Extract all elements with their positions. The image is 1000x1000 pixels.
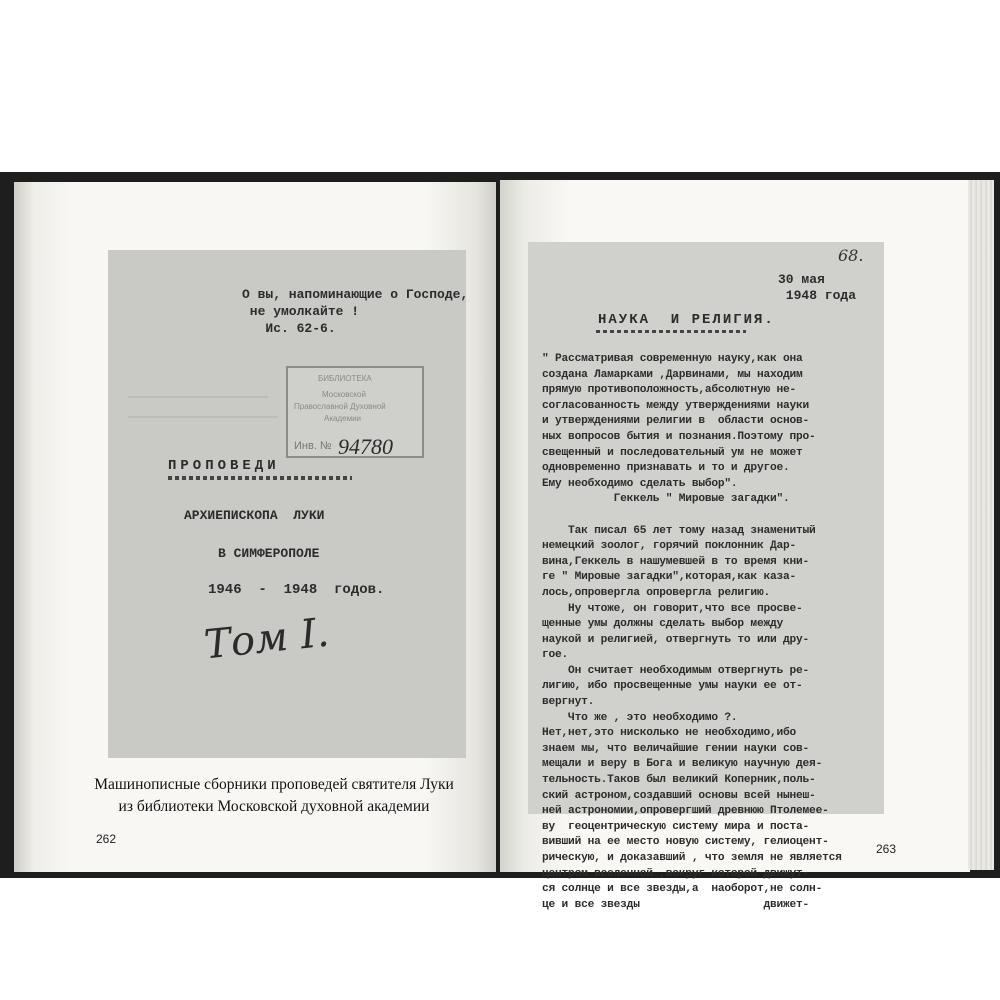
years-line: 1946 - 1948 годов. <box>208 582 385 598</box>
title-page-photo <box>108 250 469 758</box>
photo-caption: Машинописные сборники проповедей святителя Луки из библиотеки Московской духовной академии <box>94 776 454 815</box>
stamp-inventory-number: 94780 <box>338 434 393 459</box>
stamp-line: БИБЛИОТЕКА <box>318 374 372 383</box>
stamp-inventory-label: Инв. № <box>294 440 332 452</box>
page-number-left: 262 <box>96 832 117 846</box>
city-line: В СИМФЕРОПОЛЕ <box>218 546 320 561</box>
handwritten-page-number: 68. <box>838 246 864 265</box>
title-underline <box>168 476 352 480</box>
library-stamp <box>286 366 424 458</box>
left-page <box>14 182 496 872</box>
page-edges <box>968 180 994 870</box>
open-book <box>0 172 1000 911</box>
typescript-photo <box>528 242 884 911</box>
stamp-line: Московской <box>322 390 366 399</box>
faint-line <box>128 416 278 418</box>
epigraph: О вы, напоминающие о Господе, не умолкайте ! Ис. 62-6. <box>242 287 469 336</box>
sermon-body: " Рассматривая современную науку,как она создана Ламарками ,Дарвинами, мы находим прямую противоположность,абсолютную не- согласованность между утверждениями науки и утверждениями религии в области основ- ных вопросов бытия и познания.Поэтому про- свещенный и последовательный ум не может одновременно признавать и то и другое. Ему необходимо сделать выбор". Геккель " Мировые загадки". Так писал 65 лет тому назад знаменитый немецкий зоолог, горячий поклонник Дар- вина,Геккель в нашумевшей в то время кни- ге " Мировые загадки",которая,как каза- лось,опровергла опровергла религию. Ну чтоже, он говорит,что все просве- щенные умы должны сделать выбор между наукой и религией, отвергнуть то или дру- гое. Он считает необходимым отвергнуть ре- лигию, ибо просвещенные умы науки ее от- вергнут. Что же , это необходимо ?. Нет,нет,это нисколько не необходимо,ибо знаем мы, что величайшие гении науки сов- мещали и веру в Бога и великую научную дея- тельность.Таков был великий Коперник,поль- ский астроном,создавший основы всей нынеш- ней астрономии,опровергший древнюю Птолемее- ву геоцентрическую систему мира и поста- вивший на ее место новую систему, гелиоцент- рическую, и доказавший , что земля не является центром вселенной ,вокруг которой движут- ся солнце и все звезды,а наоборот,не солн- це и все звезды движет- <box>542 353 842 911</box>
stamp-line: Академии <box>324 414 362 423</box>
sermon-date: 30 мая 1948 года <box>778 272 857 303</box>
sermons-title: ПРОПОВЕДИ <box>168 458 280 474</box>
right-page <box>500 180 970 911</box>
page-number-right: 263 <box>876 842 897 856</box>
author-line: АРХИЕПИСКОПА ЛУКИ <box>184 508 325 523</box>
faint-line <box>128 396 268 398</box>
sermon-title: НАУКА И РЕЛИГИЯ. <box>598 312 775 328</box>
volume-handwritten: Том I. <box>201 609 332 669</box>
stamp-line: Православной Духовной <box>294 402 386 411</box>
sermon-title-underline <box>596 330 746 333</box>
